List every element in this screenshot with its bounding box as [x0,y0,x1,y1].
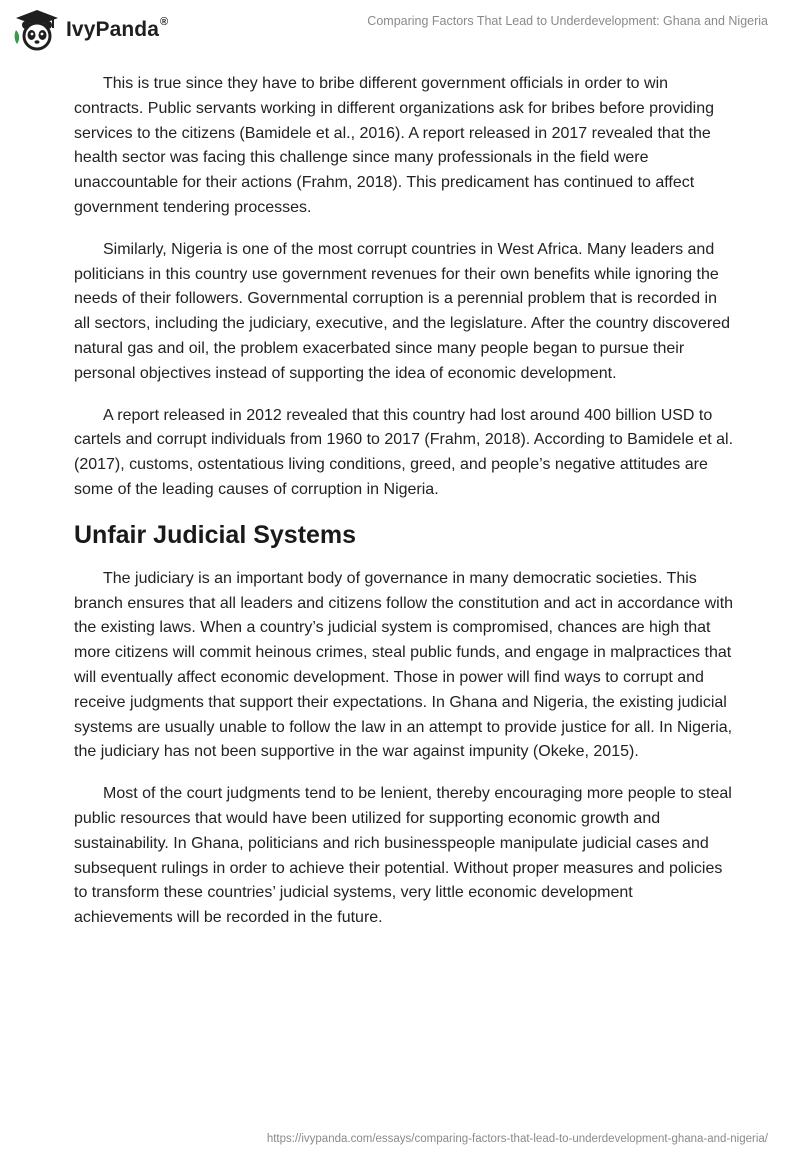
brand-name: IvyPanda® [66,16,169,41]
paragraph: Most of the court judgments tend to be lenient, thereby encouraging more people to steal public resources that would have been utilized for supporting economic growth and sustainability. In Ghana, politicians and rich businesspeople manipulate judicial cases and subsequent rulings in order to achieve their potential. Without proper measures and policies to transform these countries’ judicial systems, very little economic development achievements will be recorded in the future. [74,785,732,927]
source-url[interactable]: https://ivypanda.com/essays/comparing-factors-that-lead-to-underdevelopment-ghana-and-nigeria/ [266,1133,768,1145]
section-heading: Unfair Judicial Systems [74,520,357,549]
paragraph: This is true since they have to bribe different government officials in order to win contracts. Public servants working in different organizations ask for bribes before providing services to the citizens (Bamidele et al., 2016). A report released in 2017 revealed that the health sector was facing this challenge since many professionals in the field were unaccountable for their actions (Frahm, 2018). This predicament has continued to affect government tendering processes. [74,75,715,216]
paragraph: The judiciary is an important body of governance in many democratic societies. This branch ensures that all leaders and citizens follow the constitution and act in accordance with the existing laws. When a country’s judicial system is compromised, chances are high that more citizens will commit heinous crimes, steal public funds, and engage in malpractices that will eventually affect economic development. Those in power will find ways to corrupt and receive judgments that support their expectations. In Ghana and Nigeria, the existing judicial systems are usually unable to follow the law in an attempt to provide justice for all. In Nigeria, the judiciary has not been supportive in the war against impunity (Okeke, 2015). [74,569,734,761]
document-title: Comparing Factors That Lead to Underdevelopment: Ghana and Nigeria [367,14,768,28]
paragraph: Similarly, Nigeria is one of the most corrupt countries in West Africa. Many leaders and politicians in this country use government revenues for their own benefits while ignoring the needs of their followers. Governmental corruption is a perennial problem that is recorded in all sectors, including the judiciary, executive, and the legislature. After the country discovered natural gas and oil, the problem exacerbated since many people began to pursue their personal objectives instead of supporting the idea of economic development. [74,240,731,382]
panda-graduate-icon [14,8,60,52]
paragraph: A report released in 2012 revealed that this country had lost around 400 billion USD to cartels and corrupt individuals from 1960 to 2017 (Frahm, 2018). According to Bamidele et al. (2017), customs, ostentatious living conditions, greed, and people’s negative attitudes are some of the leading causes of corruption in Nigeria. [74,406,734,498]
page-header [0,0,800,60]
essay-body [74,72,734,948]
brand-logo[interactable] [14,8,168,52]
